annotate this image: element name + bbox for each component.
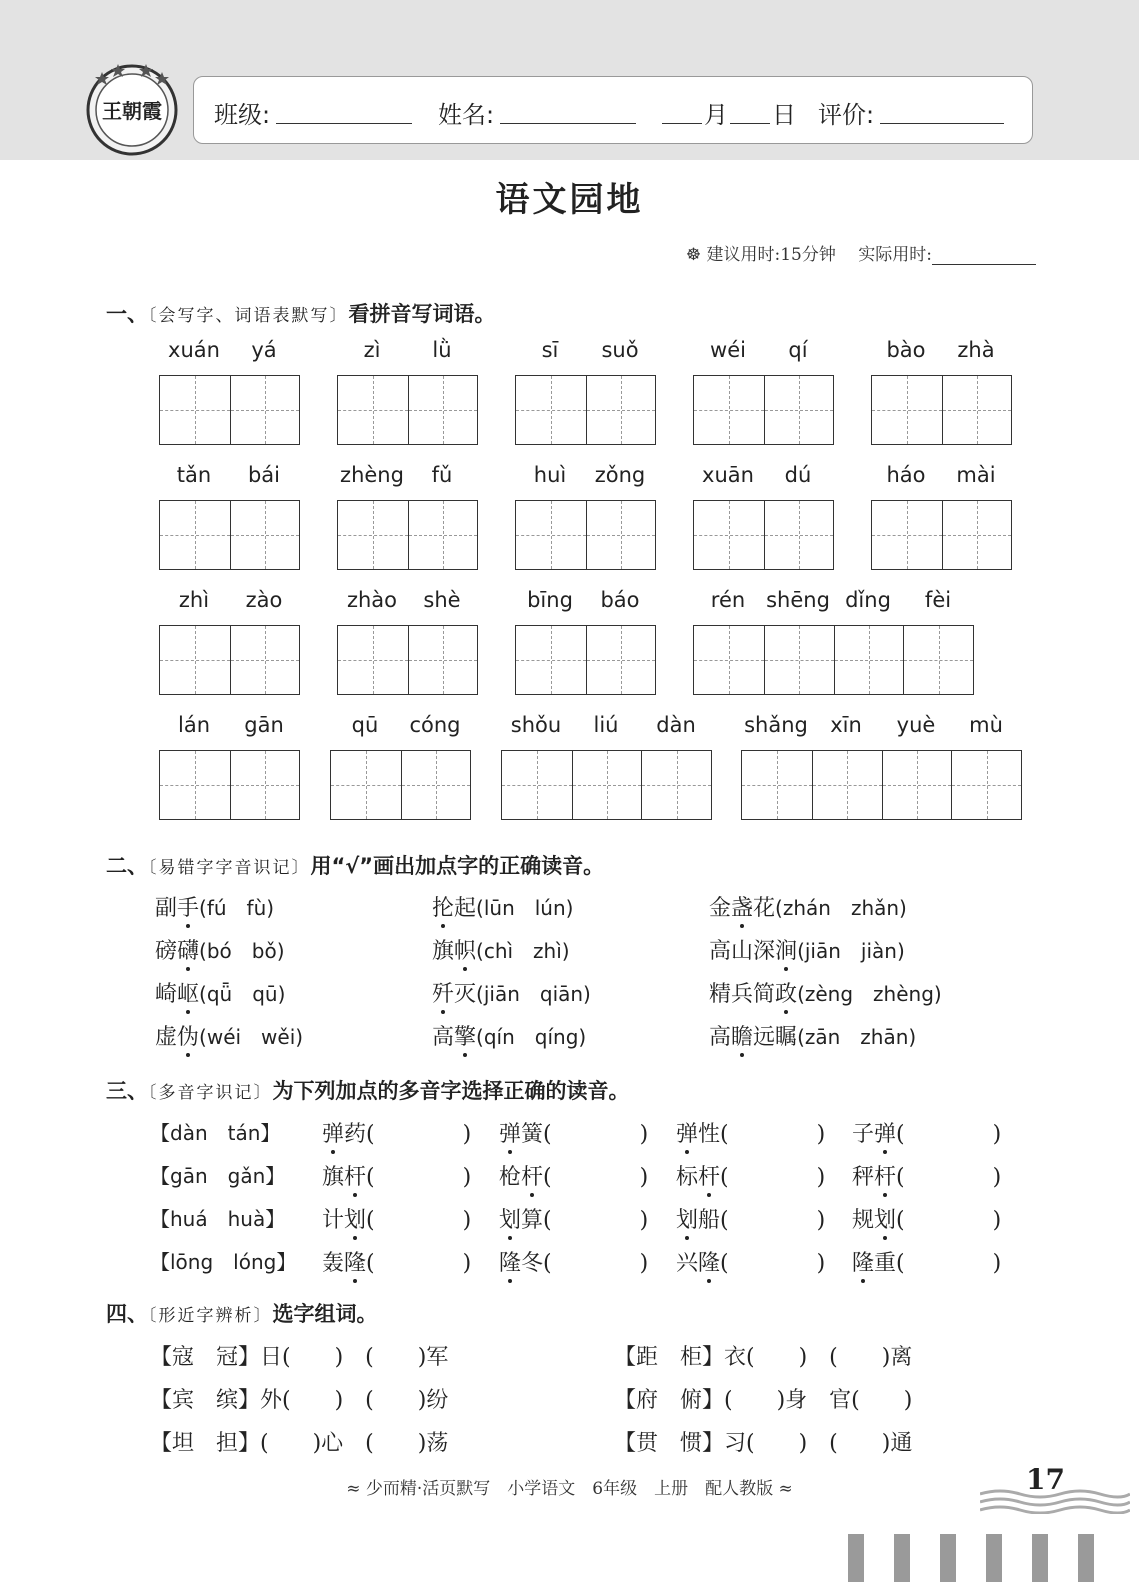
word-choice-item[interactable]: 【距 柜】衣( ) ( )离 (614, 1345, 913, 1370)
writing-cell[interactable] (572, 751, 642, 819)
writing-cell[interactable] (942, 376, 1012, 444)
day-label: 日 (772, 101, 796, 129)
pinyin-label: zhì (178, 588, 210, 612)
pinyin-label: qí (788, 338, 808, 362)
writing-cell[interactable] (338, 501, 408, 569)
pinyin-label: lǜ (432, 338, 452, 362)
pinyin-options[interactable]: (zèng zhèng) (797, 982, 942, 1006)
writing-cell[interactable] (160, 501, 230, 569)
pronunciation-item: 高擎(qín qíng) (432, 1025, 587, 1050)
pronunciation-item: 抡起(lūn lún) (432, 896, 574, 921)
writing-grid[interactable] (741, 750, 1022, 820)
section-4-heading: 四、〔形近字辨析〕选字组词。 (106, 1302, 378, 1326)
pinyin-options[interactable]: (bó bǒ) (199, 939, 285, 963)
polyphone-item: 弹药( ) (322, 1122, 472, 1147)
page-title: 语文园地 (495, 180, 644, 220)
answer-blank[interactable]: ( ) (366, 1165, 472, 1190)
writing-cell[interactable] (694, 376, 764, 444)
pinyin-label: shǎng (744, 713, 808, 737)
class-field[interactable] (276, 123, 412, 124)
polyphone-item: 计划( ) (322, 1208, 472, 1233)
pinyin-label: dàn (656, 713, 696, 737)
footer: ≈ 少而精·活页默写 小学语文 6年级 上册 配人教版 ≈ (346, 1479, 793, 1499)
logo-name: 王朝霞 (102, 99, 162, 123)
writing-cell[interactable] (160, 376, 230, 444)
pronunciation-item: 崎岖(qǖ qū) (155, 982, 286, 1007)
writing-grid[interactable] (693, 500, 834, 570)
writing-grid[interactable] (330, 750, 471, 820)
writing-cell[interactable] (586, 501, 656, 569)
writing-cell[interactable] (641, 751, 711, 819)
logo-seal-icon (84, 58, 180, 158)
word-choice-item[interactable]: 【寇 冠】日( ) ( )军 (150, 1345, 449, 1370)
writing-cell[interactable] (230, 751, 300, 819)
writing-grid[interactable] (159, 375, 300, 445)
writing-cell[interactable] (331, 751, 401, 819)
writing-cell[interactable] (872, 501, 942, 569)
polyphone-item: 隆冬( ) (499, 1251, 649, 1276)
polyphone-item: 弹簧( ) (499, 1122, 649, 1147)
pinyin-label: zhèng (340, 463, 404, 487)
page-number: 17 (1026, 1463, 1065, 1496)
writing-cell[interactable] (401, 751, 471, 819)
writing-grid[interactable] (159, 750, 300, 820)
writing-cell[interactable] (230, 626, 300, 694)
writing-grid[interactable] (337, 500, 478, 570)
day-field[interactable] (730, 123, 770, 124)
clock-icon: ☸ (685, 245, 707, 265)
pinyin-label: sī (541, 338, 559, 362)
section-3-heading: 三、〔多音字识记〕为下列加点的多音字选择正确的读音。 (106, 1079, 630, 1103)
writing-cell[interactable] (586, 376, 656, 444)
answer-blank[interactable]: ( ) (543, 1122, 649, 1147)
writing-cell[interactable] (338, 626, 408, 694)
answer-blank[interactable]: ( ) (720, 1165, 826, 1190)
pinyin-label: báo (600, 588, 640, 612)
actual-time-field[interactable] (932, 246, 1036, 265)
pinyin-options[interactable]: (jiān jiàn) (797, 939, 905, 963)
answer-blank[interactable]: ( ) (720, 1122, 826, 1147)
word-choice-item[interactable]: 【宾 缤】外( ) ( )纷 (150, 1388, 449, 1413)
pinyin-label: dú (784, 463, 812, 487)
pinyin-label: bào (886, 338, 926, 362)
pinyin-label: liú (593, 713, 619, 737)
writing-grid[interactable] (337, 625, 478, 695)
pronunciation-item: 精兵简政(zèng zhèng) (709, 982, 942, 1007)
polyphone-item: 秤杆( ) (852, 1165, 1002, 1190)
writing-cell[interactable] (764, 626, 834, 694)
pinyin-label: cóng (409, 713, 461, 737)
writing-grid[interactable] (159, 625, 300, 695)
month-label: 月 (704, 101, 728, 129)
section-2-heading: 二、〔易错字字音识记〕用“√”画出加点字的正确读音。 (106, 854, 605, 878)
writing-grid[interactable] (337, 375, 478, 445)
pinyin-options[interactable]: (chì zhì) (476, 939, 570, 963)
writing-cell[interactable] (230, 376, 300, 444)
pinyin-label: shè (423, 588, 461, 612)
pinyin-label: fèi (924, 588, 952, 612)
pinyin-label: xuān (702, 463, 754, 487)
pinyin-label: suǒ (601, 338, 639, 362)
polyphone-item: 划算( ) (499, 1208, 649, 1233)
pinyin-label: mù (969, 713, 1003, 737)
month-field[interactable] (662, 123, 702, 124)
pinyin-label: mài (956, 463, 996, 487)
writing-cell[interactable] (408, 626, 478, 694)
writing-cell[interactable] (951, 751, 1021, 819)
answer-blank[interactable]: ( ) (366, 1208, 472, 1233)
pronunciation-item: 高山深涧(jiān jiàn) (709, 939, 905, 964)
name-label: 姓名: (438, 101, 495, 129)
word-choice-item[interactable]: 【府 俯】( )身 官( ) (614, 1388, 913, 1413)
answer-blank[interactable]: ( ) (896, 1208, 1002, 1233)
time-info (686, 240, 1036, 265)
polyphone-key: 【dàn tán】 (150, 1121, 281, 1145)
section-1-heading: 一、〔会写字、词语表默写〕看拼音写词语。 (106, 302, 496, 326)
pinyin-label: zǒng (594, 463, 646, 487)
writing-cell[interactable] (764, 376, 834, 444)
polyphone-key: 【huá huà】 (150, 1207, 286, 1231)
answer-blank[interactable]: ( ) (543, 1208, 649, 1233)
student-info-box (193, 76, 1033, 144)
writing-grid[interactable] (159, 500, 300, 570)
polyphone-item: 标杆( ) (676, 1165, 826, 1190)
pinyin-label: zhà (957, 338, 995, 362)
wave-decoration-icon (980, 1488, 1130, 1514)
pinyin-options[interactable]: (qǖ qū) (199, 982, 286, 1006)
pronunciation-item: 金盏花(zhán zhǎn) (709, 896, 907, 921)
writing-cell[interactable] (942, 501, 1012, 569)
suggested-time: 建议用时:15分钟 (706, 245, 836, 265)
pinyin-label: huì (533, 463, 567, 487)
writing-cell[interactable] (516, 501, 586, 569)
answer-blank[interactable]: ( ) (896, 1251, 1002, 1276)
writing-cell[interactable] (742, 751, 812, 819)
polyphone-item: 划船( ) (676, 1208, 826, 1233)
writing-grid[interactable] (515, 625, 656, 695)
writing-grid[interactable] (871, 500, 1012, 570)
answer-blank[interactable]: ( ) (720, 1251, 826, 1276)
polyphone-item: 轰隆( ) (322, 1251, 472, 1276)
pinyin-label: zào (245, 588, 283, 612)
pinyin-label: bái (247, 463, 281, 487)
writing-cell[interactable] (230, 501, 300, 569)
writing-cell[interactable] (408, 376, 478, 444)
polyphone-item: 枪杆( ) (499, 1165, 649, 1190)
writing-grid[interactable] (515, 375, 656, 445)
writing-cell[interactable] (160, 626, 230, 694)
polyphone-key: 【gān gǎn】 (150, 1164, 286, 1188)
pinyin-label: dǐng (845, 588, 891, 612)
pinyin-label: yuè (896, 713, 936, 737)
writing-cell[interactable] (812, 751, 882, 819)
pinyin-options[interactable]: (qín qíng) (476, 1025, 587, 1049)
writing-grid[interactable] (693, 375, 834, 445)
pinyin-options[interactable]: (lūn lún) (476, 896, 574, 920)
eval-field[interactable] (880, 123, 1004, 124)
pinyin-options[interactable]: (zān zhān) (797, 1025, 917, 1049)
pinyin-options[interactable]: (zhán zhǎn) (775, 896, 907, 920)
answer-blank[interactable]: ( ) (366, 1122, 472, 1147)
writing-cell[interactable] (516, 626, 586, 694)
writing-grid[interactable] (501, 750, 712, 820)
polyphone-item: 子弹( ) (852, 1122, 1002, 1147)
writing-grid[interactable] (871, 375, 1012, 445)
writing-cell[interactable] (834, 626, 904, 694)
pinyin-options[interactable]: (jiān qiān) (476, 982, 591, 1006)
writing-cell[interactable] (408, 501, 478, 569)
pinyin-label: yá (251, 338, 277, 362)
pinyin-label: xīn (830, 713, 862, 737)
pinyin-options[interactable]: (wéi wěi) (199, 1025, 304, 1049)
answer-blank[interactable]: ( ) (896, 1165, 1002, 1190)
eval-label: 评价: (818, 101, 875, 129)
pinyin-label: bīng (527, 588, 573, 612)
writing-cell[interactable] (903, 626, 973, 694)
pinyin-label: zhào (346, 588, 398, 612)
pinyin-label: qū (351, 713, 379, 737)
pinyin-label: fǔ (431, 463, 453, 487)
word-choice-item[interactable]: 【坦 担】( )心 ( )荡 (150, 1431, 449, 1456)
pinyin-label: xuán (168, 338, 220, 362)
writing-cell[interactable] (764, 501, 834, 569)
writing-cell[interactable] (338, 376, 408, 444)
writing-grid[interactable] (515, 500, 656, 570)
actual-time-label: 实际用时: (858, 245, 932, 265)
pinyin-label: wéi (710, 338, 746, 362)
pronunciation-item: 副手(fú fù) (155, 896, 275, 921)
pinyin-label: zì (363, 338, 381, 362)
answer-blank[interactable]: ( ) (543, 1251, 649, 1276)
polyphone-item: 旗杆( ) (322, 1165, 472, 1190)
writing-cell[interactable] (872, 376, 942, 444)
pronunciation-item: 歼灭(jiān qiān) (432, 982, 591, 1007)
writing-cell[interactable] (586, 626, 656, 694)
pronunciation-item: 高瞻远瞩(zān zhān) (709, 1025, 917, 1050)
writing-cell[interactable] (694, 626, 764, 694)
name-field[interactable] (500, 123, 636, 124)
answer-blank[interactable]: ( ) (366, 1251, 472, 1276)
pinyin-label: háo (886, 463, 926, 487)
writing-cell[interactable] (694, 501, 764, 569)
polyphone-item: 兴隆( ) (676, 1251, 826, 1276)
pinyin-label: gān (244, 713, 284, 737)
polyphone-key: 【lōng lóng】 (150, 1250, 297, 1274)
polyphone-item: 弹性( ) (676, 1122, 826, 1147)
pinyin-label: shēng (766, 588, 830, 612)
pronunciation-item: 虚伪(wéi wěi) (155, 1025, 304, 1050)
writing-cell[interactable] (516, 376, 586, 444)
answer-blank[interactable]: ( ) (543, 1165, 649, 1190)
polyphone-item: 隆重( ) (852, 1251, 1002, 1276)
word-choice-item[interactable]: 【贯 惯】习( ) ( )通 (614, 1431, 913, 1456)
pinyin-label: lán (177, 713, 211, 737)
writing-cell[interactable] (882, 751, 952, 819)
pinyin-label: shǒu (510, 713, 562, 737)
pinyin-options[interactable]: (fú fù) (199, 896, 275, 920)
pronunciation-item: 旗帜(chì zhì) (432, 939, 570, 964)
class-label: 班级: (214, 101, 271, 129)
answer-blank[interactable]: ( ) (896, 1122, 1002, 1147)
answer-blank[interactable]: ( ) (720, 1208, 826, 1233)
writing-cell[interactable] (502, 751, 572, 819)
pinyin-label: tǎn (176, 463, 212, 487)
pronunciation-item: 磅礴(bó bǒ) (155, 939, 285, 964)
pinyin-label: rén (710, 588, 746, 612)
writing-grid[interactable] (693, 625, 974, 695)
writing-cell[interactable] (160, 751, 230, 819)
polyphone-item: 规划( ) (852, 1208, 1002, 1233)
